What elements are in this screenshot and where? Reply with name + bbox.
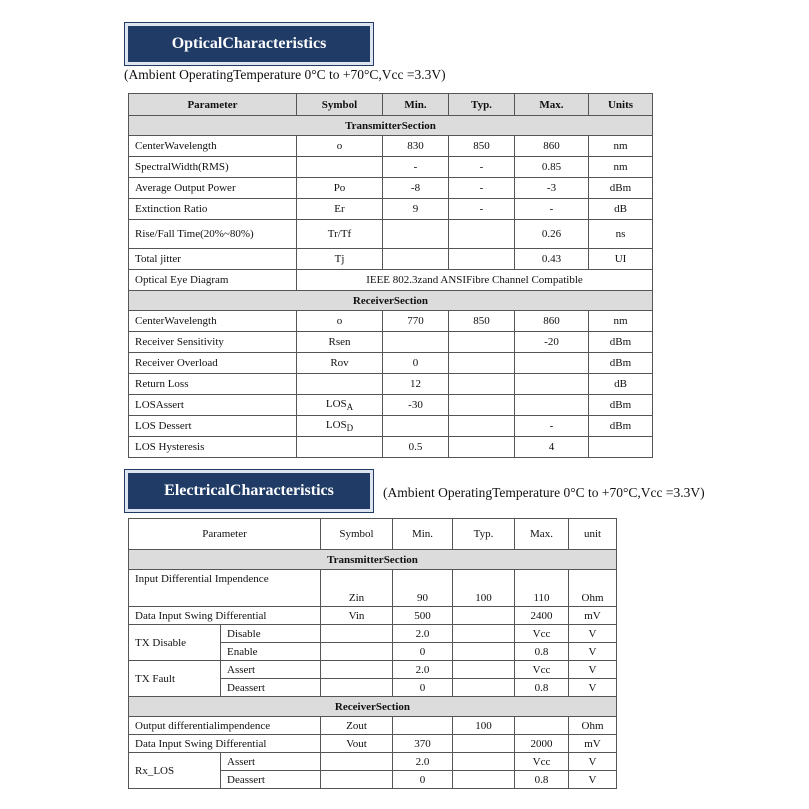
table-row [129,661,617,679]
receiver-section-label: ReceiverSection [129,291,653,311]
unit-cell: V [569,753,617,771]
header-typ: Typ. [449,94,515,116]
unit-cell: dB [589,374,653,395]
max-cell: 0.8 [515,771,569,789]
table-row [129,178,653,199]
max-cell: 860 [515,311,589,332]
unit-cell: nm [589,157,653,178]
typ-cell [453,771,515,789]
symbol-cell [297,437,383,458]
symbol-cell [321,753,393,771]
electrical-conditions: (Ambient OperatingTemperature 0°C to +70°C,Vcc =3.3V) [383,485,705,500]
typ-cell [453,679,515,697]
table-row [129,416,653,437]
header-symbol: Symbol [297,94,383,116]
param-cell: Data Input Swing Differential [129,607,321,625]
unit-cell: V [569,643,617,661]
eye-diagram-value: IEEE 802.3zand ANSIFibre Channel Compatible [297,270,653,291]
unit-cell: V [569,771,617,789]
typ-cell: 100 [453,717,515,735]
max-cell [515,395,589,416]
table-row [129,753,617,771]
typ-cell [449,249,515,270]
min-cell: 370 [393,735,453,753]
optical-characteristics-title: OpticalCharacteristics [125,23,373,65]
los-subscript: A [346,402,354,412]
typ-cell: - [449,157,515,178]
param-cell: Total jitter [129,249,297,270]
symbol-cell: Zout [321,717,393,735]
table-row [129,437,653,458]
symbol-cell: Er [297,199,383,220]
symbol-cell: Po [297,178,383,199]
header-max: Max. [515,94,589,116]
table-row [129,136,653,157]
header-typ: Typ. [453,519,515,550]
max-cell: -3 [515,178,589,199]
sub-param-cell: Disable [221,625,321,643]
header-min: Min. [393,519,453,550]
unit-cell: mV [569,735,617,753]
param-cell: Receiver Sensitivity [129,332,297,353]
transmitter-section-label: TransmitterSection [129,550,617,570]
max-cell: 0.8 [515,643,569,661]
max-cell: - [515,416,589,437]
min-cell: 2.0 [393,625,453,643]
min-cell: 90 [393,570,453,607]
param-cell: Input Differential Impendence [129,570,321,607]
max-cell: Vcc [515,753,569,771]
table-row [129,607,617,625]
tx-disable-label: TX Disable [129,625,221,661]
table-row [129,220,653,249]
unit-cell: V [569,679,617,697]
typ-cell [449,437,515,458]
receiver-section-label: ReceiverSection [129,697,617,717]
table-row [129,570,617,607]
table-header-row [129,519,617,550]
max-cell [515,374,589,395]
min-cell [383,220,449,249]
table-row [129,735,617,753]
header-unit: unit [569,519,617,550]
symbol-cell [321,771,393,789]
typ-cell: - [449,199,515,220]
typ-cell [449,332,515,353]
symbol-cell [297,395,383,416]
unit-cell: ns [589,220,653,249]
param-cell: LOSAssert [129,395,297,416]
max-cell: Vcc [515,625,569,643]
symbol-cell: Vin [321,607,393,625]
electrical-characteristics-title: ElectricalCharacteristics [125,470,373,512]
sub-param-cell: Deassert [221,771,321,789]
table-row [129,717,617,735]
sub-param-cell: Assert [221,661,321,679]
symbol-cell: Tj [297,249,383,270]
max-cell: 0.26 [515,220,589,249]
unit-cell: Ohm [569,570,617,607]
unit-cell [589,437,653,458]
symbol-cell [297,416,383,437]
max-cell: 0.85 [515,157,589,178]
section-row [129,550,617,570]
typ-cell [453,753,515,771]
symbol-cell: Zin [321,570,393,607]
min-cell: -30 [383,395,449,416]
header-symbol: Symbol [321,519,393,550]
typ-cell [453,735,515,753]
param-cell: LOS Hysteresis [129,437,297,458]
table-row [129,332,653,353]
min-cell: 0 [393,771,453,789]
min-cell [393,717,453,735]
unit-cell: Ohm [569,717,617,735]
header-max: Max. [515,519,569,550]
unit-cell: V [569,661,617,679]
param-cell: Extinction Ratio [129,199,297,220]
unit-cell: UI [589,249,653,270]
header-parameter: Parameter [129,94,297,116]
param-cell: SpectralWidth(RMS) [129,157,297,178]
typ-cell: 850 [449,136,515,157]
max-cell [515,353,589,374]
max-cell: Vcc [515,661,569,679]
table-row [129,270,653,291]
optical-characteristics-table [128,93,653,458]
min-cell: 2.0 [393,661,453,679]
param-cell: Data Input Swing Differential [129,735,321,753]
symbol-cell [297,374,383,395]
typ-cell [453,625,515,643]
los-symbol: LOS [325,398,347,410]
header-min: Min. [383,94,449,116]
typ-cell [449,395,515,416]
param-cell: Output differentialimpendence [129,717,321,735]
symbol-cell: Tr/Tf [297,220,383,249]
param-cell: CenterWavelength [129,311,297,332]
table-row [129,353,653,374]
param-cell: Receiver Overload [129,353,297,374]
min-cell: 0 [383,353,449,374]
min-cell: 0.5 [383,437,449,458]
sub-param-cell: Assert [221,753,321,771]
typ-cell [449,374,515,395]
typ-cell [449,416,515,437]
sub-param-cell: Enable [221,643,321,661]
section-row [129,697,617,717]
min-cell [383,332,449,353]
table-row [129,249,653,270]
typ-cell: 850 [449,311,515,332]
los-subscript: D [346,423,354,433]
max-cell: 110 [515,570,569,607]
unit-cell: dBm [589,395,653,416]
typ-cell: - [449,178,515,199]
min-cell: -8 [383,178,449,199]
unit-cell: mV [569,607,617,625]
min-cell: 770 [383,311,449,332]
symbol-cell [321,679,393,697]
symbol-cell: o [297,311,383,332]
param-cell: Average Output Power [129,178,297,199]
typ-cell [453,661,515,679]
table-row [129,374,653,395]
section-row [129,116,653,136]
optical-conditions: (Ambient OperatingTemperature 0°C to +70°C,Vcc =3.3V) [124,67,446,82]
table-row [129,395,653,416]
symbol-cell [297,157,383,178]
typ-cell: 100 [453,570,515,607]
unit-cell: dBm [589,353,653,374]
rx-los-label: Rx_LOS [129,753,221,789]
table-row [129,311,653,332]
symbol-cell: Rov [297,353,383,374]
symbol-cell: o [297,136,383,157]
symbol-cell: Rsen [297,332,383,353]
param-cell: Rise/Fall Time(20%~80%) [129,220,297,249]
header-parameter: Parameter [129,519,321,550]
param-cell: Optical Eye Diagram [129,270,297,291]
min-cell: 2.0 [393,753,453,771]
table-row [129,625,617,643]
min-cell: 0 [393,679,453,697]
unit-cell: dBm [589,416,653,437]
typ-cell [449,220,515,249]
unit-cell: nm [589,311,653,332]
table-row [129,199,653,220]
max-cell [515,717,569,735]
min-cell: 9 [383,199,449,220]
header-units: Units [589,94,653,116]
max-cell: 0.43 [515,249,589,270]
min-cell: 830 [383,136,449,157]
transmitter-section-label: TransmitterSection [129,116,653,136]
min-cell: 12 [383,374,449,395]
max-cell: 2400 [515,607,569,625]
max-cell: -20 [515,332,589,353]
unit-cell: dB [589,199,653,220]
max-cell: - [515,199,589,220]
max-cell: 2000 [515,735,569,753]
unit-cell: V [569,625,617,643]
symbol-cell: Vout [321,735,393,753]
typ-cell [453,643,515,661]
table-row [129,157,653,178]
param-cell: LOS Dessert [129,416,297,437]
unit-cell: nm [589,136,653,157]
min-cell [383,416,449,437]
typ-cell [449,353,515,374]
symbol-cell [321,625,393,643]
symbol-cell [321,643,393,661]
min-cell: - [383,157,449,178]
param-cell: CenterWavelength [129,136,297,157]
param-cell: Return Loss [129,374,297,395]
electrical-characteristics-table [128,518,617,789]
min-cell [383,249,449,270]
max-cell: 0.8 [515,679,569,697]
section-row [129,291,653,311]
unit-cell: dBm [589,178,653,199]
los-symbol: LOS [325,419,347,431]
tx-fault-label: TX Fault [129,661,221,697]
unit-cell: dBm [589,332,653,353]
table-header-row [129,94,653,116]
min-cell: 0 [393,643,453,661]
min-cell: 500 [393,607,453,625]
sub-param-cell: Deassert [221,679,321,697]
max-cell: 860 [515,136,589,157]
typ-cell [453,607,515,625]
max-cell: 4 [515,437,589,458]
symbol-cell [321,661,393,679]
